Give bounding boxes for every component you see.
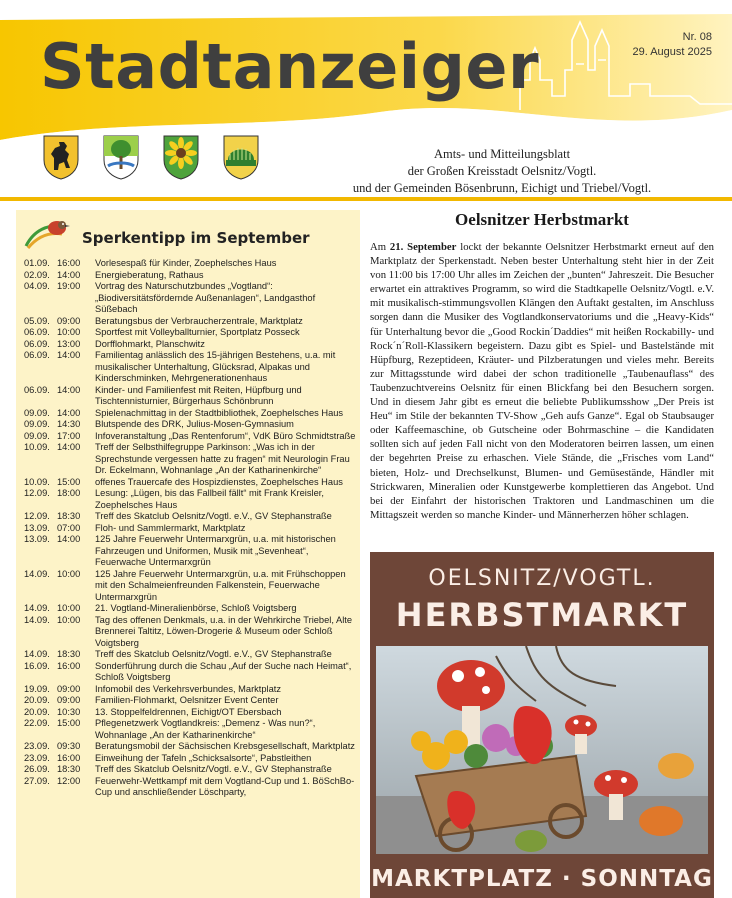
event-row [24,339,356,351]
event-row [24,258,356,270]
event-text: Kinder- und Familienfest mit Reiten, Hüpfburg und Tischtennisturnier, Bürgerhaus Schönbrunn [95,384,302,406]
event-text: Energieberatung, Rathaus [95,269,204,280]
lion-crest-icon [42,134,80,180]
event-text: Pflegenetzwerk Vogtlandkreis: „Demenz - Was nun?“, Wohnanlage „An der Katharinenkirche“ [95,718,316,740]
masthead [0,0,732,200]
subtitle-line: und der Gemeinden Bösenbrunn, Eichigt und Triebel/Vogtl. [352,180,652,195]
event-row [24,431,356,443]
tree-crest-icon [102,134,140,180]
event-time: 14:00 [57,407,81,418]
event-row [24,649,356,661]
event-row [24,281,356,316]
subtitle-line: Amts- und Mitteilungsblatt [433,147,571,161]
event-date: 06.09. [24,350,50,360]
event-row [24,316,356,328]
event-time: 18:30 [57,649,81,659]
event-text: 21. Vogtland-Mineralienbörse, Schloß Voigtsberg [95,603,297,613]
event-text: Dorfflohmarkt, Planschwitz [95,338,205,349]
article-body [370,240,714,522]
event-date: 06.09. [24,338,50,349]
event-text: Treff der Selbsthilfegruppe Parkinson: „Was ich in der Sprechstunde vergessen hatte zu fragen“ mit Neurologin Frau Dr. Eckelmann, Wohnanlage „An der Katharinenkirche“ [95,442,350,475]
event-text: 125 Jahre Feuerwehr Untermarxgrün, u.a. mit historischen Fahrzeugen und Uniformen, Musik mit „Sevenheat“, Feuerwache Untermarxgrün [95,534,336,567]
issue-number: Nr. 08 [682,31,712,43]
event-date: 22.09. [24,718,50,728]
event-time: 16:00 [57,752,81,763]
poster-footer: MARKTPLATZ · SONNTAG [371,866,713,892]
event-date: 06.09. [24,384,50,395]
event-time: 09:00 [57,695,81,705]
event-time: 14:00 [57,350,81,360]
event-text: Sportfest mit Volleyballturnier, Sportplatz Posseck [95,327,300,337]
event-time: 19:00 [57,281,81,291]
article-title: Oelsnitzer Herbstmarkt [455,210,629,229]
event-date: 19.09. [24,683,50,694]
event-time: 09:30 [57,741,81,751]
event-row [24,511,356,523]
newspaper-title: Stadtanzeiger [40,30,540,103]
event-text: offenes Trauercafe des Hospizdienstes, Zoephelsches Haus [95,476,343,487]
event-text: Vortrag des Naturschutzbundes „Vogtland“: „Biodiversitätsfördernde Außenanlagen“, Landgasthof Süßebach [95,281,316,314]
event-date: 27.09. [24,775,50,786]
article-text: lockt der bekannte Oelsnitzer Herbstmarkt erneut auf den Marktplatz der Sperkenstadt. Neben bester Unterhaltung steht hier in der Zeit von 11:00 bis 17:00 Uhr alles im Zeichen der „bunten“ Jahreszeit. Die Besucher erwartet ein attraktives Programm, so wird die Stadtkapelle Oelsnitz/Vogtl. e.V. mit musikalisch-stimmungsvollen Klängen den Auftakt gestalten, im Anschluss sorgen dann die Musiker des Vogtlandkonservatoriums und die „Heavy-Kids“ für Unterhaltung bevor die „Good Rockin´Daddies“ mit heißen Rockabilly- und Rock´n´Roll-Klassikern begeistern. Dazu gibt es Spiel- und Bastelstände mit Hüpfburg, Rezeptideen, Kräuter- und Pilzberatungen und vieles mehr. Bereits zur Mittagsstunde wird dabei der schon traditionelle „Taubenauflass“ des Taubenzuchtvereins Oelsnitz für einen Blickfang bei den Besuchern sorgen. Und in diesem Jahr gibt es erneut die beliebte Publikumsshow „Der Preis ist Heu“ im Stile der bekannten TV-Show „Geh aufs Ganze“. Egal ob Staubsauger oder Kaffeemaschine, ob Gutscheine oder Bohrmaschine – die Kandidaten sollten sich auf jeden Fall nicht von den Moderatoren beirren lassen, um einen der begehrten Preise zu erhaschen. Viele Stände, die „Frisches vom Land“ bieten, Holz- und Drechselkunst, Blumen- und Gemüsestände, Händler mit Strickwaren, Mineralien oder Kunstgewerbe komplettieren das Angebot. Und bei der Einfahrt der historischen Traktoren und Landmaschinen um die Mittagszeit werden so manche Kinder- und Männerherzen höher schlagen. [370,241,715,521]
subtitle-line: der Großen Kreisstadt Oelsnitz/Vogtl. [407,163,597,178]
event-text: Treff des Skatclub Oelsnitz/Vogtl. e.V., GV Stephanstraße [95,764,332,774]
event-date: 16.09. [24,660,50,671]
event-time: 10:00 [57,568,81,579]
event-date: 01.09. [24,258,50,268]
event-row [24,408,356,420]
event-time: 14:00 [57,534,81,544]
event-time: 12:00 [57,775,81,786]
event-time: 15:00 [57,476,81,487]
issue-date: 29. August 2025 [632,45,712,58]
event-time: 07:00 [57,522,81,533]
event-text: Tag des offenen Denkmals, u.a. in der Wehrkirche Triebel, Alte Brennerei Taltitz, Löwen-Drogerie & Museum oder Schloß Voigtsberg [95,614,353,648]
article-lead-prefix: Am [370,241,390,253]
event-row [24,477,356,489]
event-row [24,534,356,569]
event-text: Sonderführung durch die Schau „Auf der Suche nach Heimat“, Schloß Voigtsberg [95,660,352,682]
event-row [24,385,356,408]
event-text: Blutspende des DRK, Julius-Mosen-Gymnasium [95,419,294,429]
event-row [24,327,356,339]
sunflower-crest-icon [162,134,200,180]
event-time: 10:00 [57,603,81,613]
event-row [24,488,356,511]
event-time: 09:00 [57,683,81,694]
event-date: 09.09. [24,407,50,418]
event-date: 13.09. [24,534,50,544]
event-date: 26.09. [24,764,50,774]
event-date: 20.09. [24,695,50,705]
event-row [24,270,356,282]
events-title: Sperkentipp im September [82,229,310,247]
event-time: 14:00 [57,442,81,452]
event-row [24,615,356,650]
event-text: Feuerwehr-Wettkampf mit dem Vogtland-Cup und 1. BöSchBo-Cup und anschließender Löschparty, [95,775,355,797]
event-time: 15:00 [57,718,81,728]
event-time: 18:30 [57,764,81,774]
event-row [24,684,356,696]
article-lead-date: 21. September [389,241,457,253]
event-row [24,741,356,753]
issue-info [632,30,712,60]
event-time: 14:00 [57,384,81,395]
event-date: 14.09. [24,614,50,625]
events-box [16,210,360,898]
event-text: Floh- und Sammlermarkt, Marktplatz [95,522,246,533]
event-date: 14.09. [24,649,50,659]
event-date: 09.09. [24,430,50,441]
event-time: 18:00 [57,488,81,498]
event-row [24,764,356,776]
event-date: 02.09. [24,269,50,280]
event-date: 10.09. [24,442,50,452]
event-row [24,350,356,385]
bird-logo-icon [24,216,72,250]
event-text: Spielenachmittag in der Stadtbibliothek, Zoephelsches Haus [95,407,344,418]
event-date: 20.09. [24,706,50,717]
event-date: 12.09. [24,488,50,498]
event-time: 10:00 [57,614,81,625]
event-text: Vorlesespaß für Kinder, Zoephelsches Haus [95,258,277,268]
event-time: 16:00 [57,258,81,268]
event-time: 14:00 [57,269,81,280]
event-time: 16:00 [57,660,81,671]
event-date: 23.09. [24,741,50,751]
event-row [24,753,356,765]
event-date: 13.09. [24,522,50,533]
event-row [24,442,356,477]
event-date: 09.09. [24,419,50,429]
event-row [24,603,356,615]
event-text: 125 Jahre Feuerwehr Untermarxgrün, u.a. mit Frühschoppen mit den Schalmeienfreunden Falkenstein, Feuerwache Untermarxgrün [95,568,346,602]
event-time: 14:30 [57,419,81,429]
event-row [24,776,356,799]
event-text: 13. Stoppelfeldrennen, Eichigt/OT Ebersbach [95,706,282,717]
event-date: 14.09. [24,568,50,579]
subtitle [302,146,702,197]
event-date: 23.09. [24,752,50,763]
coat-of-arms-row [42,134,260,180]
event-date: 10.09. [24,476,50,487]
event-row [24,569,356,604]
event-row [24,661,356,684]
event-text: Treff des Skatclub Oelsnitz/Vogtl. e.V., GV Stephanstraße [95,511,332,521]
event-list [24,258,356,799]
event-text: Infomobil des Verkehrsverbundes, Marktplatz [95,683,282,694]
event-date: 05.09. [24,315,50,326]
event-text: Einweihung der Tafeln „Schicksalsorte“, Pabstleithen [95,752,312,763]
event-text: Familientag anlässlich des 15-jährigen Bestehens, u.a. mit musikalischer Unterhaltung, Glücksrad, Alpakas und Kinderschminken, Mehrgenerationenhaus [95,350,336,383]
event-row [24,718,356,741]
haystack-crest-icon [222,134,260,180]
event-row [24,695,356,707]
poster-town: OELSNITZ/VOGTL. [428,566,656,591]
event-time: 09:00 [57,315,81,326]
event-text: Lesung: „Lügen, bis das Fallbeil fällt“ mit Frank Kreisler, Zoephelsches Haus [95,488,324,510]
event-date: 12.09. [24,511,50,521]
event-row [24,707,356,719]
event-date: 06.09. [24,327,50,337]
event-time: 17:00 [57,430,81,441]
event-time: 10:30 [57,706,81,717]
herbstmarkt-poster [370,552,714,898]
event-time: 13:00 [57,338,81,349]
event-row [24,419,356,431]
event-time: 18:30 [57,511,81,521]
event-text: Infoveranstaltung „Das Rentenforum“, VdK Büro Schmidtstraße [95,430,356,441]
header-divider [0,197,732,201]
poster-headline: HERBSTMARKT [395,596,689,634]
event-text: Treff des Skatclub Oelsnitz/Vogtl. e.V., GV Stephanstraße [95,649,332,659]
autumn-decoration-photo [376,646,708,854]
event-text: Familien-Flohmarkt, Oelsnitzer Event Center [95,695,279,705]
events-header [24,216,310,250]
event-text: Beratungsmobil der Sächsischen Krebsgesellschaft, Marktplatz [95,741,355,751]
event-text: Beratungsbus der Verbraucherzentrale, Marktplatz [95,315,303,326]
event-row [24,523,356,535]
event-time: 10:00 [57,327,81,337]
event-date: 04.09. [24,281,50,291]
event-date: 14.09. [24,603,50,613]
